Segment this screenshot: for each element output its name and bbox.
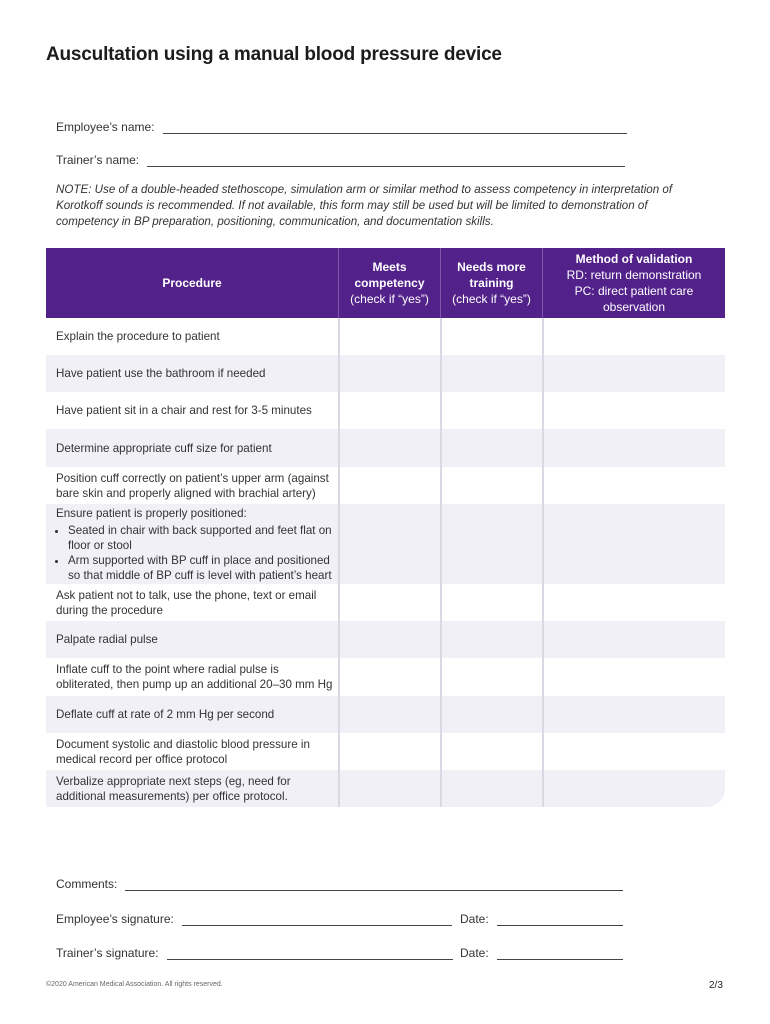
trainer-date-field[interactable] [460,946,623,960]
positioning-bullets [56,523,338,583]
header-method-title: Method of validation [575,252,693,266]
trainer-name-line[interactable] [147,154,625,167]
table-row [46,318,725,355]
employee-date-field[interactable] [460,912,623,926]
header-method-rd: RD: return demonstration [566,268,702,282]
employee-signature-field[interactable] [56,912,452,926]
header-needs-title: Needs more training [457,260,526,290]
employee-signature-label: Employee’s signature: [56,912,174,926]
procedure-text [46,506,338,583]
comments-line[interactable] [125,878,623,891]
employee-signature-line[interactable] [182,913,452,926]
trainer-date-line[interactable] [497,947,623,960]
table-row [46,429,725,467]
table-header [46,248,725,318]
table-row [46,770,725,807]
bullet-item: • Seated in chair with back supported and feet flat on floor or stool [68,523,338,553]
trainer-name-field[interactable] [56,153,625,167]
procedure-text: Determine appropriate cuff size for patient [56,441,272,455]
employee-name-line[interactable] [163,121,627,134]
page-title: Auscultation using a manual blood pressure device [46,44,502,65]
positioning-intro: Ensure patient is properly positioned: [56,506,247,520]
table-row [46,392,725,429]
header-method-pc: PC: direct patient care observation [574,284,694,314]
column-divider [542,318,544,807]
table-row [46,621,725,658]
trainer-signature-label: Trainer’s signature: [56,946,159,960]
table-row [46,584,725,621]
trainer-date-label: Date: [460,946,489,960]
table-row [46,355,725,392]
procedure-text: Have patient use the bathroom if needed [56,367,266,380]
procedure-text: Deflate cuff at rate of 2 mm Hg per second [56,708,275,721]
procedure-text: Palpate radial pulse [56,633,158,646]
employee-date-label: Date: [460,912,489,926]
header-procedure: Procedure [162,276,222,290]
employee-name-field[interactable] [56,120,627,134]
procedure-text: Ask patient not to talk, use the phone, text or email during the procedure [56,588,317,617]
employee-date-line[interactable] [497,913,623,926]
procedure-text: Inflate cuff to the point where radial pulse is obliterated, then pump up an additional 20–30 mm Hg [56,663,333,691]
table-row [46,733,725,770]
comments-label: Comments: [56,877,118,891]
employee-name-label: Employee’s name: [56,120,155,134]
trainer-name-label: Trainer’s name: [56,153,140,167]
column-divider [338,318,340,807]
table-row [46,504,725,584]
trainer-signature-line[interactable] [167,947,453,960]
header-needs-training [441,248,542,318]
table-row [46,658,725,696]
note-text: NOTE: Use of a double-headed stethoscope, simulation arm or similar method to assess competency in interpretation of Korotkoff sounds is recommended. If not available, this form may still be used but will be limited to demonstration of competency in BP preparation, positioning, communication, and documentation skills. [56,183,673,228]
column-divider [440,318,442,807]
procedure-text: Position cuff correctly on patient’s upper arm (against bare skin and properly aligned with brachial artery) [56,471,329,500]
page-number: 2/3 [709,980,723,991]
competency-table [46,248,725,807]
header-method-validation [543,248,725,318]
procedure-text: Verbalize appropriate next steps (eg, need for additional measurements) per office protocol. [56,774,291,803]
procedure-text: Document systolic and diastolic blood pressure in medical record per office protocol [56,737,310,766]
trainer-signature-field[interactable] [56,946,453,960]
procedure-text: Have patient sit in a chair and rest for 3-5 minutes [56,404,312,417]
copyright-text: ©2020 American Medical Association. All rights reserved. [46,981,223,988]
table-row [46,696,725,733]
procedure-text: Explain the procedure to patient [56,330,220,343]
bullet-item: • Arm supported with BP cuff in place and positioned so that middle of BP cuff is level with patient’s heart [68,553,338,583]
header-meets-title: Meets competency [354,260,425,290]
table-row [46,467,725,504]
header-needs-sub: (check if “yes”) [452,292,531,306]
header-meets-sub: (check if “yes”) [350,292,429,306]
comments-field[interactable] [56,877,623,891]
header-meets-competency [339,248,440,318]
